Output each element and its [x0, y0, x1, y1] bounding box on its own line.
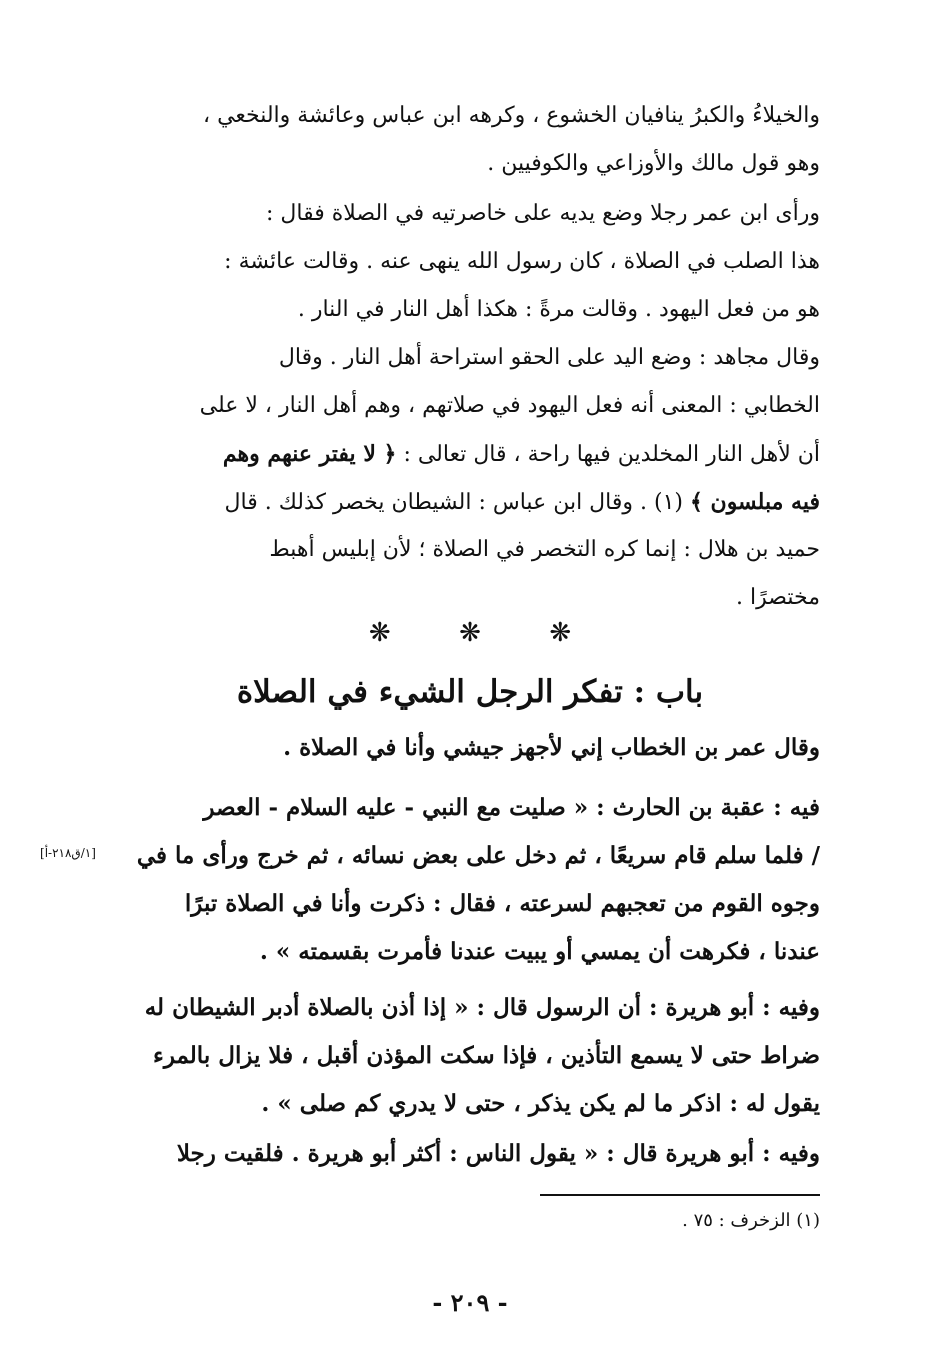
star-ornament-icon: ❋	[459, 618, 481, 648]
text-line: ورأى ابن عمر رجلا وضع يديه على خاصرتيه في الصلاة فقال :	[266, 201, 820, 226]
paragraph-ibn-umar	[134, 190, 820, 334]
paragraph-humility	[134, 92, 820, 188]
footnote-divider	[540, 1194, 820, 1196]
star-ornament-icon: ❋	[368, 618, 391, 648]
text-line: يقول له : اذكر ما لم يكن يذكر ، حتى لا يدري كم صلى » .	[261, 1090, 820, 1117]
text-line: وهو قول مالك والأوزاعي والكوفيين .	[487, 151, 820, 176]
text-line-with-quran	[134, 478, 820, 526]
text-line: الخطابي : المعنى أنه فعل اليهود في صلاتهم ، وهم أهل النار ، لا على	[199, 393, 820, 418]
text-line: ضراط حتى لا يسمع التأذين ، فإذا سكت المؤذن أقبل ، فلا يزال بالمرء	[153, 1042, 820, 1069]
text-segment: أن لأهل النار المخلدين فيها راحة ، قال تعالى :	[403, 442, 820, 467]
paragraph-uqba	[134, 784, 820, 976]
quran-verse: فيه مبلسون ﴾	[689, 489, 820, 515]
paragraph-abu-hurayra-people	[134, 1130, 820, 1178]
text-line: فيه : عقبة بن الحارث : « صليت مع النبي - عليه السلام - العصر	[203, 794, 820, 821]
text-line: وفيه : أبو هريرة قال : « يقول الناس : أكثر أبو هريرة . فلقيت رجلا	[176, 1140, 820, 1167]
section-separator	[0, 618, 940, 658]
text-line: وفيه : أبو هريرة : أن الرسول قال : « إذا أذن بالصلاة أدبر الشيطان له	[144, 994, 820, 1021]
text-line: هذا الصلب في الصلاة ، كان رسول الله ينهى عنه . وقالت عائشة :	[224, 249, 820, 274]
text-line: والخيلاءُ والكبرُ ينافيان الخشوع ، وكرهه ابن عباس وعائشة والنخعي ،	[202, 103, 820, 128]
footnote: (١) الزخرف : ٧٥ .	[682, 1210, 820, 1231]
text-line: مختصرًا .	[736, 585, 820, 610]
chapter-heading: باب : تفكر الرجل الشيء في الصلاة	[236, 674, 704, 710]
text-line: حميد بن هلال : إنما كره التخصر في الصلاة ؛ لأن إبليس أهبط	[269, 537, 820, 562]
paragraph-mujahid	[134, 334, 820, 622]
text-line: وقال مجاهد : وضع اليد على الحقو استراحة أهل النار . وقال	[278, 345, 820, 370]
page-number: - ٢٠٩ -	[432, 1288, 508, 1317]
text-segment: (١) . وقال ابن عباس : الشيطان يخصر كذلك . قال	[224, 490, 683, 515]
text-line-with-quran	[134, 430, 820, 478]
text-line: وقال عمر بن الخطاب إني لأجهز جيشي وأنا في الصلاة .	[283, 734, 820, 761]
text-line: عندنا ، فكرهت أن يمسي أو يبيت عندنا فأمرت بقسمته » .	[259, 938, 820, 965]
text-line: هو من فعل اليهود . وقالت مرةً : هكذا أهل النار في النار .	[297, 297, 820, 322]
paragraph-abu-hurayra-adhan	[134, 984, 820, 1128]
chapter-quote	[134, 724, 820, 772]
manuscript-folio-note: [١/ق٢١٨-أ]	[40, 846, 96, 860]
text-line: وجوه القوم من تعجبهم لسرعته ، فقال : ذكرت وأنا في الصلاة تبرًا	[184, 890, 820, 917]
text-line: / فلما سلم قام سريعًا ، ثم دخل على بعض نسائه ، ثم خرج ورأى ما في	[136, 842, 820, 869]
quran-verse: ﴿ لا يفتر عنهم وهم	[222, 441, 397, 467]
star-ornament-icon: ❋	[549, 618, 572, 648]
